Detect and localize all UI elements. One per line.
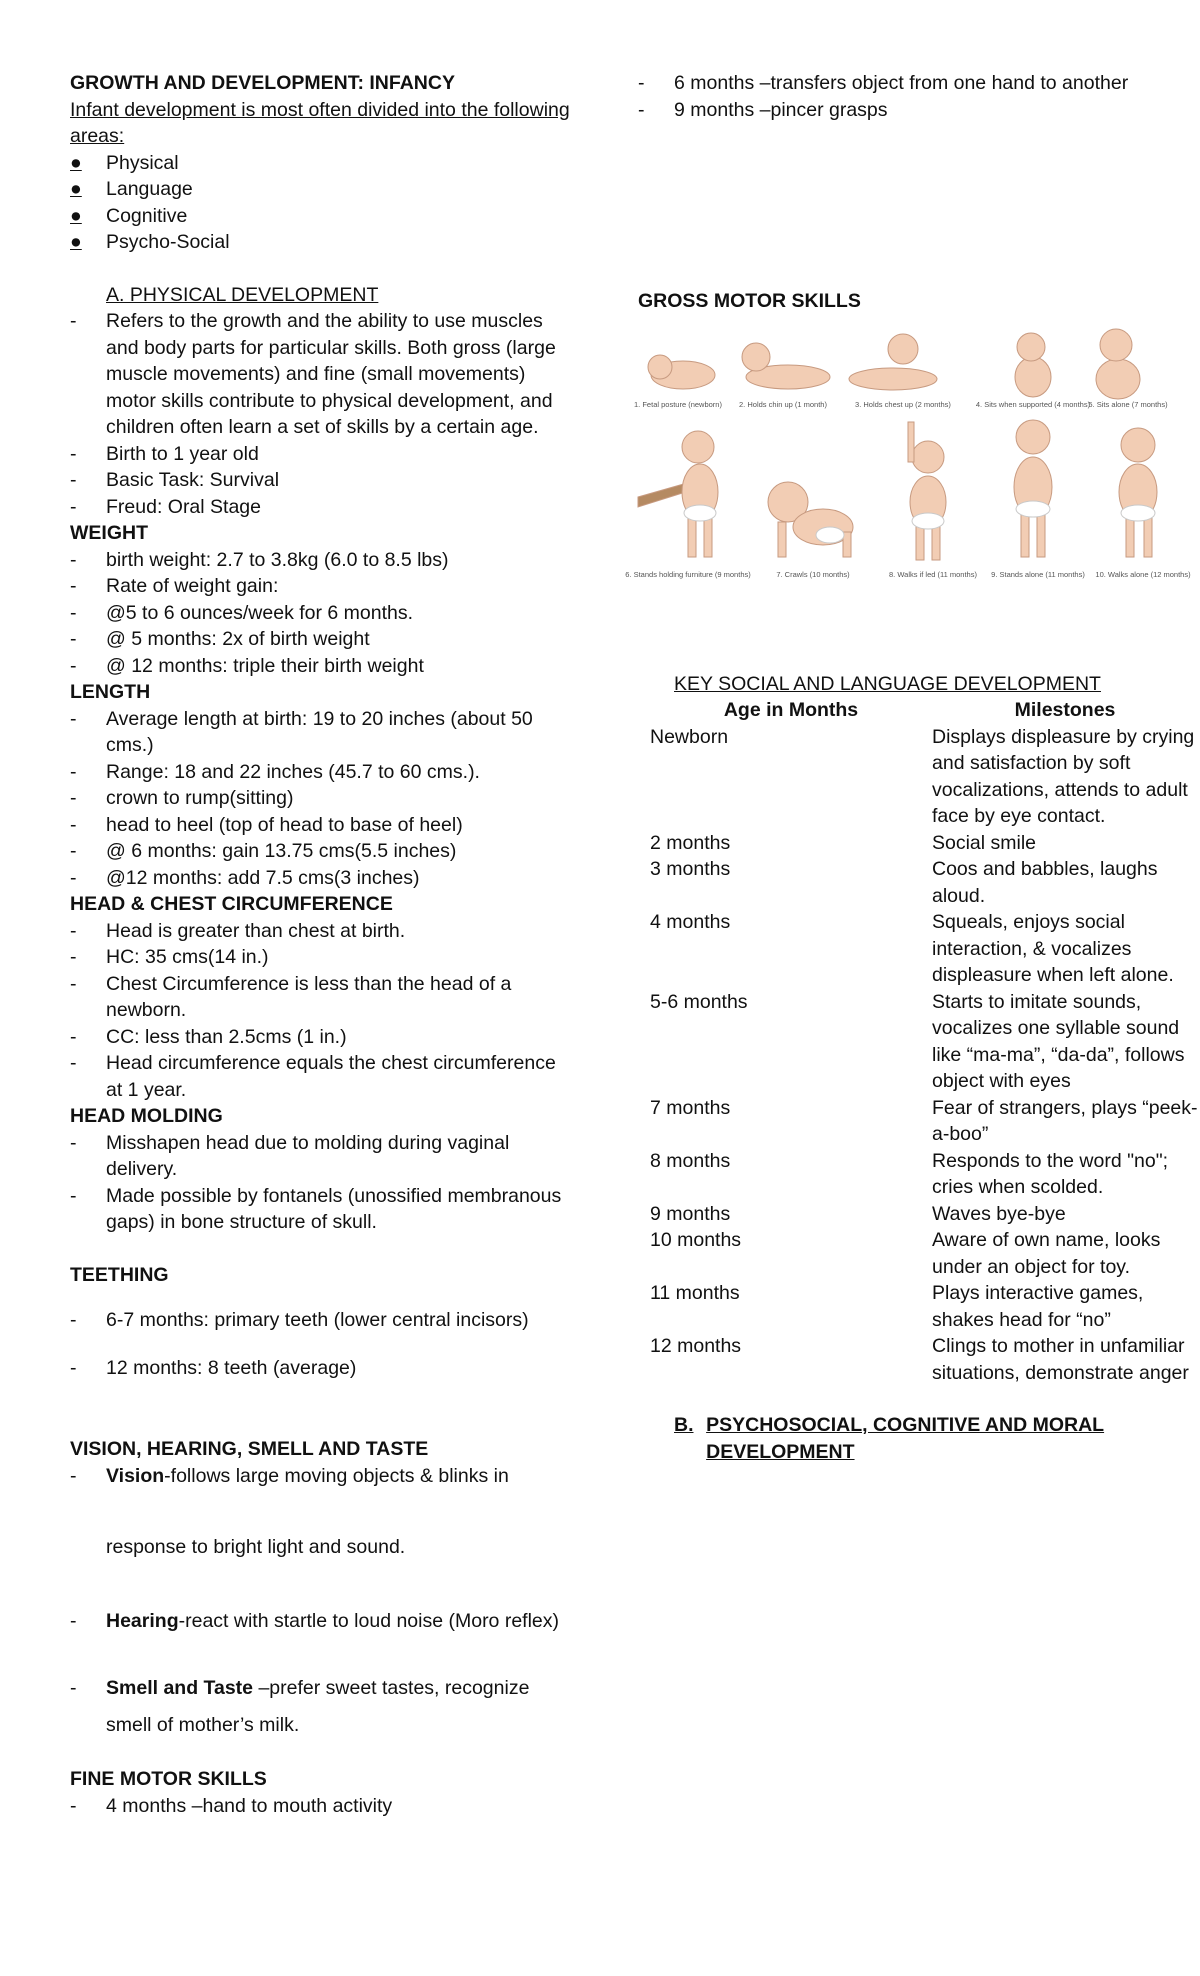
physical-item-text: Freud: Oral Stage xyxy=(106,495,261,518)
hearing-item: - Hearing-react with startle to loud noise (Moro reflex) xyxy=(70,1610,560,1632)
length-item: - crown to rump(sitting) xyxy=(70,785,570,812)
holds-chest-up-baby xyxy=(849,334,937,390)
milestone-cell: Displays displeasure by crying and satisfaction by soft vocalizations, attends to adult face by eye contact. xyxy=(932,725,1195,827)
table-row xyxy=(650,1227,1198,1280)
smell-taste-item: - Smell and Taste –prefer sweet tastes, recognize smell of mother’s milk. xyxy=(70,1677,530,1736)
age-cell: 9 months xyxy=(650,1202,731,1225)
head-chest-item-text: Head circumference equals the chest circumference at 1 year. xyxy=(106,1052,556,1101)
milestone-cell: Social smile xyxy=(932,831,1037,854)
crawls-baby xyxy=(768,482,853,557)
caption-holds-chest-up: 3. Holds chest up (2 months) xyxy=(855,399,951,409)
col-header-milestones: Milestones xyxy=(1014,699,1116,721)
age-cell: 4 months xyxy=(650,911,731,933)
col-header-age: Age in Months xyxy=(723,699,859,721)
caption-walks-alone: 10. Walks alone (12 months) xyxy=(1095,569,1191,579)
caption-sits-supported: 4. Sits when supported (4 months) xyxy=(975,399,1091,409)
physical-item-text: Basic Task: Survival xyxy=(106,469,280,491)
milestone-cell: Aware of own name, looks under an object for toy. xyxy=(932,1229,1161,1278)
caption-walks-if-led: 8. Walks if led (11 months) xyxy=(889,569,977,579)
hearing-text: -react with startle to loud noise (Moro reflex) xyxy=(178,1610,560,1632)
fine-motor-item: - 9 months –pincer grasps xyxy=(638,97,1198,124)
table-row xyxy=(650,989,1198,1095)
area-item: ● Psycho-Social xyxy=(70,229,570,256)
caption-holds-chin-up: 2. Holds chin up (1 month) xyxy=(739,399,827,409)
weight-list xyxy=(70,547,570,680)
length-item: - @ 6 months: gain 13.75 cms(5.5 inches) xyxy=(70,838,570,865)
fine-motor-list-left xyxy=(70,1793,570,1820)
length-item-text: @ 6 months: gain 13.75 cms(5.5 inches) xyxy=(106,840,457,862)
head-chest-item-text: Head is greater than chest at birth. xyxy=(106,919,406,942)
fetal-posture-baby xyxy=(648,355,715,389)
length-item-text: Range: 18 and 22 inches (45.7 to 60 cms.). xyxy=(106,760,480,783)
age-cell: 11 months xyxy=(650,1282,740,1304)
head-molding-item-text: Made possible by fontanels (unossified membranous gaps) in bone structure of skull. xyxy=(106,1184,562,1233)
physical-item-text: Birth to 1 year old xyxy=(106,442,259,465)
physical-item: - Refers to the growth and the ability to use muscles and body parts for particular skills. Both gross (large muscle movements) and fine (small movements) motor skills contribute to physical development, and children often learn a set of skills by a certain age. xyxy=(70,308,570,441)
fine-motor-heading: FINE MOTOR SKILLS xyxy=(70,1768,267,1790)
caption-crawls: 7. Crawls (10 months) xyxy=(776,569,850,579)
table-row xyxy=(650,724,1198,830)
walks-if-led-baby xyxy=(908,422,946,560)
table-row xyxy=(650,1280,1198,1333)
vision-item: - Vision-follows large moving objects & blinks in response to bright light and sound. xyxy=(70,1463,570,1567)
milestone-cell: Coos and babbles, laughs aloud. xyxy=(932,858,1158,907)
bullet-icon: ● xyxy=(70,204,82,227)
table-row xyxy=(650,1333,1198,1386)
length-item: - Average length at birth: 19 to 20 inches (about 50 cms.) xyxy=(70,706,570,759)
table-row xyxy=(650,1148,1198,1201)
head-chest-item: - HC: 35 cms(14 in.) xyxy=(70,944,570,971)
area-item: ● Language xyxy=(70,176,570,203)
fine-motor-item-text: 9 months –pincer grasps xyxy=(674,98,888,121)
length-item: - Range: 18 and 22 inches (45.7 to 60 cms.). xyxy=(70,759,570,786)
table-row xyxy=(650,856,1198,909)
weight-item: - @ 12 months: triple their birth weight xyxy=(70,653,570,680)
length-item: - @12 months: add 7.5 cms(3 inches) xyxy=(70,865,570,892)
length-item-text: Average length at birth: 19 to 20 inches (about 50 cms.) xyxy=(106,707,533,756)
teething-item-text: 6-7 months: primary teeth (lower central incisors) xyxy=(106,1309,529,1331)
left-column xyxy=(70,70,570,1819)
table-title: KEY SOCIAL AND LANGUAGE DEVELOPMENT xyxy=(674,672,1101,695)
head-chest-item: - Head circumference equals the chest circumference at 1 year. xyxy=(70,1050,570,1103)
head-chest-item-text: HC: 35 cms(14 in.) xyxy=(106,946,269,968)
document-title: GROWTH AND DEVELOPMENT: INFANCY xyxy=(70,72,455,94)
physical-heading: A. PHYSICAL DEVELOPMENT xyxy=(106,283,379,306)
weight-item-text: @5 to 6 ounces/week for 6 months. xyxy=(106,601,414,624)
teething-item: - 12 months: 8 teeth (average) xyxy=(70,1344,570,1392)
age-cell: 5-6 months xyxy=(650,990,748,1013)
head-molding-item: - Misshapen head due to molding during vaginal delivery. xyxy=(70,1130,570,1183)
age-cell: 2 months xyxy=(650,831,731,854)
area-item: ● Physical xyxy=(70,150,570,177)
physical-item: - Basic Task: Survival xyxy=(70,467,570,494)
vision-text-continued: response to bright light and sound. xyxy=(106,1536,406,1558)
length-item-text: crown to rump(sitting) xyxy=(106,787,294,809)
head-chest-heading: HEAD & CHEST CIRCUMFERENCE xyxy=(70,893,393,915)
fine-motor-item: - 6 months –transfers object from one hand to another xyxy=(638,70,1198,97)
length-heading: LENGTH xyxy=(70,681,151,703)
milestone-cell: Starts to imitate sounds, vocalizes one syllable sound like “ma-ma”, “da-da”, follows object with eyes xyxy=(932,990,1185,1092)
milestone-cell: Squeals, enjoys social interaction, & vocalizes displeasure when left alone. xyxy=(932,911,1174,986)
fine-motor-item-text: 6 months –transfers object from one hand to another xyxy=(674,72,1129,94)
head-molding-item: - Made possible by fontanels (unossified membranous gaps) in bone structure of skull. xyxy=(70,1183,570,1236)
age-cell: 12 months xyxy=(650,1335,742,1357)
sits-supported-baby xyxy=(1015,333,1051,397)
weight-item-text: Rate of weight gain: xyxy=(106,575,279,597)
walks-alone-baby xyxy=(1119,428,1157,557)
age-cell: 3 months xyxy=(650,858,731,880)
fine-motor-item: - 4 months –hand to mouth activity xyxy=(70,1793,570,1820)
table-row xyxy=(650,909,1198,989)
head-chest-list xyxy=(70,918,570,1104)
milestones-table xyxy=(650,697,1198,1386)
physical-item-text: Refers to the growth and the ability to use muscles and body parts for particular skills. Both gross (large muscle movements) and fine (small movements) motor skills contribute to physical development, and children often learn a set of skills by a certain age. xyxy=(106,310,556,438)
teething-list xyxy=(70,1296,570,1392)
stands-alone-baby xyxy=(1014,420,1052,557)
table-row xyxy=(650,1095,1198,1148)
stands-furniture-baby xyxy=(638,431,718,557)
milestone-cell: Responds to the word "no"; cries when scolded. xyxy=(932,1149,1169,1198)
age-cell: 7 months xyxy=(650,1096,731,1119)
teething-heading: TEETHING xyxy=(70,1263,169,1286)
length-item-text: head to heel (top of head to base of heel) xyxy=(106,813,463,836)
length-item: - head to heel (top of head to base of heel) xyxy=(70,812,570,839)
vision-text: -follows large moving objects & blinks in xyxy=(164,1464,509,1487)
bullet-icon: ● xyxy=(70,231,82,253)
baby-milestones-illustration xyxy=(625,327,1198,627)
caption-stands-furniture: 6. Stands holding furniture (9 months) xyxy=(625,569,751,579)
age-cell: Newborn xyxy=(650,725,729,748)
gross-motor-heading: GROSS MOTOR SKILLS xyxy=(638,290,861,312)
area-item: ● Cognitive xyxy=(70,203,570,230)
weight-heading: WEIGHT xyxy=(70,522,148,544)
milestone-cell: Fear of strangers, plays “peek-a-boo” xyxy=(932,1096,1198,1145)
teething-item-text: 12 months: 8 teeth (average) xyxy=(106,1357,357,1379)
weight-item: - Rate of weight gain: xyxy=(70,573,570,600)
length-list xyxy=(70,706,570,892)
teething-item: - 6-7 months: primary teeth (lower central incisors) xyxy=(70,1296,570,1344)
milestone-cell: Clings to mother in unfamiliar situations, demonstrate anger xyxy=(932,1335,1189,1384)
weight-item-text: @ 12 months: triple their birth weight xyxy=(106,654,424,677)
weight-item: - birth weight: 2.7 to 3.8kg (6.0 to 8.5 lbs) xyxy=(70,547,570,574)
holds-chin-up-baby xyxy=(742,343,830,389)
weight-item-text: @ 5 months: 2x of birth weight xyxy=(106,628,370,650)
age-cell: 10 months xyxy=(650,1229,742,1251)
head-molding-list xyxy=(70,1130,570,1236)
bullet-icon: ● xyxy=(70,151,82,174)
weight-item: - @ 5 months: 2x of birth weight xyxy=(70,626,570,653)
table-row xyxy=(650,1201,1198,1228)
head-chest-item-text: CC: less than 2.5cms (1 in.) xyxy=(106,1025,347,1048)
fine-motor-item-text: 4 months –hand to mouth activity xyxy=(106,1794,393,1817)
caption-sits-alone: 5. Sits alone (7 months) xyxy=(1088,399,1168,409)
smell-taste-label: Smell and Taste xyxy=(106,1677,254,1699)
sits-alone-baby xyxy=(1096,329,1140,399)
milestone-cell: Waves bye-bye xyxy=(932,1202,1066,1225)
fine-motor-list-right xyxy=(638,70,1198,123)
table-row xyxy=(650,830,1198,857)
head-molding-heading: HEAD MOLDING xyxy=(70,1105,223,1127)
areas-list xyxy=(70,150,570,256)
hearing-label: Hearing xyxy=(106,1610,179,1632)
bullet-icon: ● xyxy=(70,178,82,200)
head-molding-item-text: Misshapen head due to molding during vaginal delivery. xyxy=(106,1131,510,1180)
intro-text: Infant development is most often divided into the following areas: xyxy=(70,98,570,147)
milestone-cell: Plays interactive games, shakes head for “no” xyxy=(932,1282,1144,1331)
head-chest-item-text: Chest Circumference is less than the head of a newborn. xyxy=(106,972,512,1021)
gross-motor-figure xyxy=(625,327,1198,627)
right-column xyxy=(625,70,1198,1465)
weight-item-text: birth weight: 2.7 to 3.8kg (6.0 to 8.5 lbs) xyxy=(106,548,449,571)
weight-item: - @5 to 6 ounces/week for 6 months. xyxy=(70,600,570,627)
head-chest-item: - CC: less than 2.5cms (1 in.) xyxy=(70,1024,570,1051)
length-item-text: @12 months: add 7.5 cms(3 inches) xyxy=(106,866,420,889)
age-cell: 8 months xyxy=(650,1149,731,1172)
caption-stands-alone: 9. Stands alone (11 months) xyxy=(991,569,1085,579)
section-b-heading: B. PSYCHOSOCIAL, COGNITIVE AND MORAL DEVELOPMENT xyxy=(674,1414,1105,1463)
senses-heading: VISION, HEARING, SMELL AND TASTE xyxy=(70,1438,429,1460)
physical-item: - Birth to 1 year old xyxy=(70,441,570,468)
physical-item: - Freud: Oral Stage xyxy=(70,494,570,521)
smell-taste-text: –prefer sweet tastes, recognize smell of mother’s milk. xyxy=(106,1677,530,1736)
vision-label: Vision xyxy=(106,1464,165,1487)
head-chest-item: - Head is greater than chest at birth. xyxy=(70,918,570,945)
caption-fetal-posture: 1. Fetal posture (newborn) xyxy=(634,399,722,409)
physical-list xyxy=(70,308,570,520)
head-chest-item: - Chest Circumference is less than the head of a newborn. xyxy=(70,971,570,1024)
